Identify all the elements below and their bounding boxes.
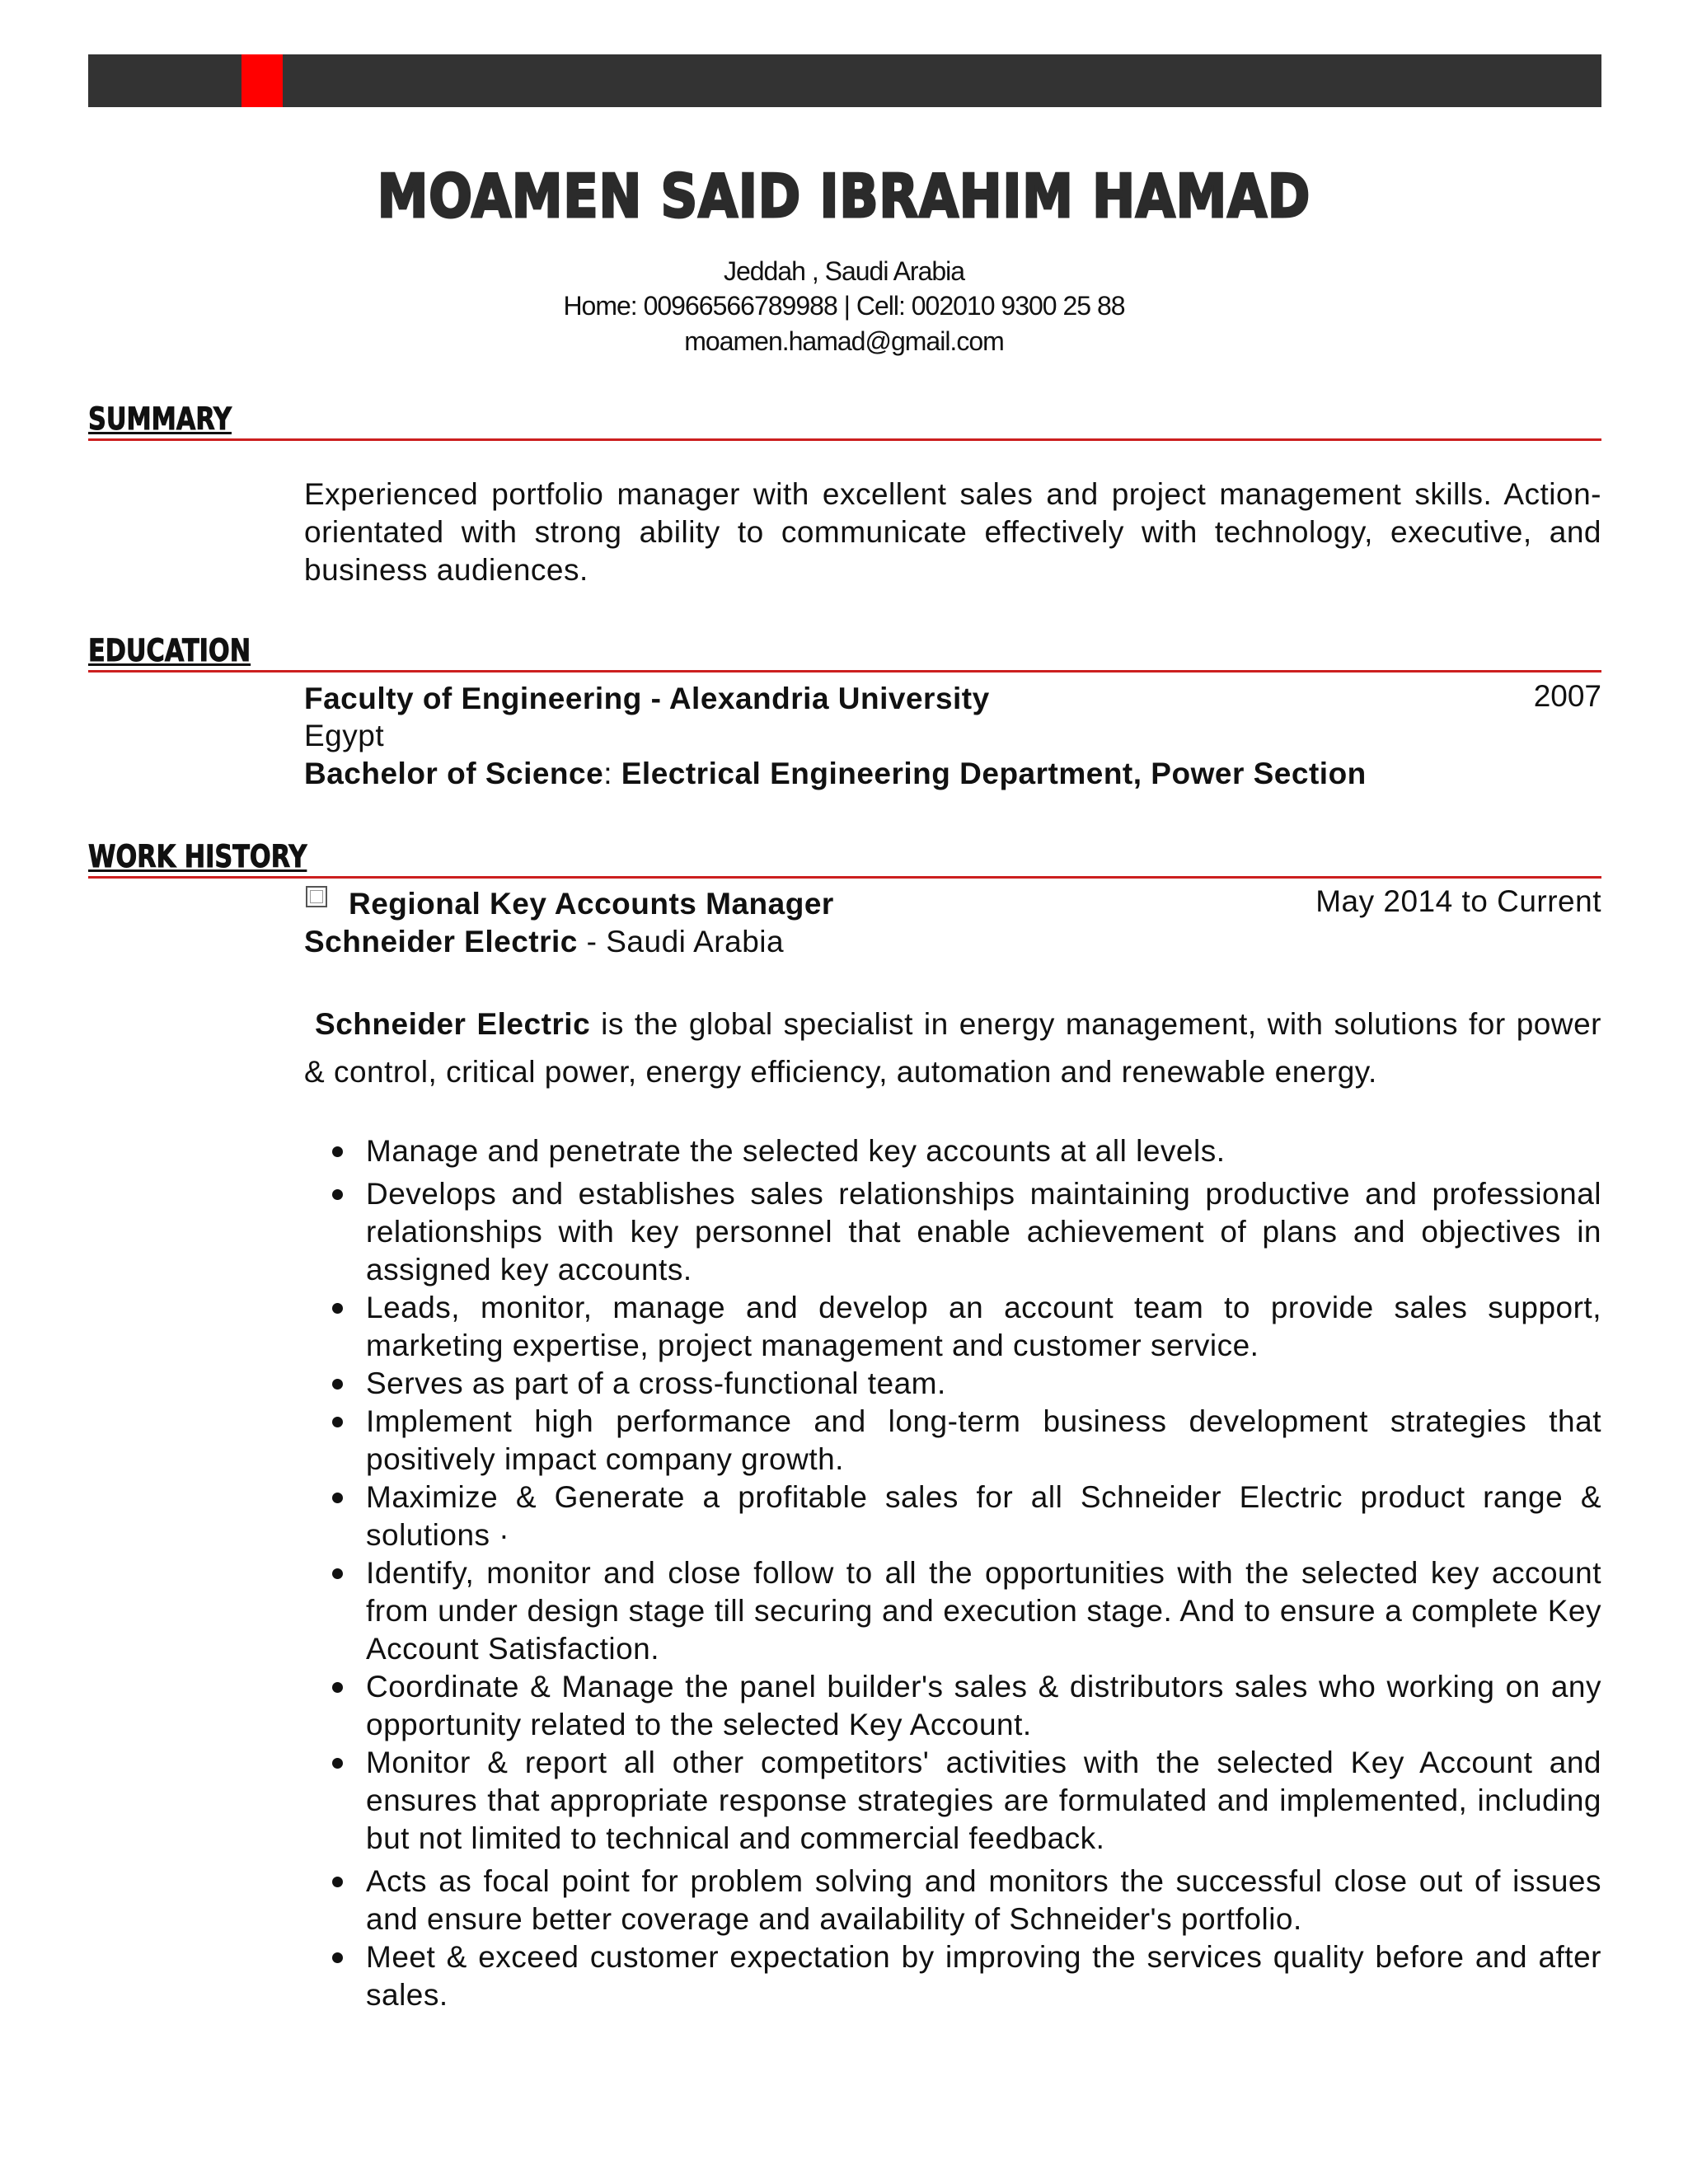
responsibilities-list [304, 1132, 1601, 2014]
contact-email: moamen.hamad@gmail.com [684, 326, 1004, 356]
job-company [304, 925, 784, 959]
company-name: Schneider Electric [304, 925, 578, 958]
education-school: Faculty of Engineering - Alexandria University [304, 682, 990, 715]
list-item: Manage and penetrate the selected key accounts at all levels. [304, 1132, 1601, 1170]
summary-text: Experienced portfolio manager with excellent sales and project management skills. Action-orientated with strong ability to communicate effectively with technology, executive, and business audiences. [304, 477, 1601, 587]
list-item: Meet & exceed customer expectation by improving the services quality before and after sales. [304, 1938, 1601, 2014]
company-description [304, 1001, 1601, 1096]
header-accent-block [241, 54, 283, 107]
list-item: Coordinate & Manage the panel builder's sales & distributors sales who working on any opportunity related to the selected Key Account. [304, 1668, 1601, 1744]
degree-field: Electrical Engineering Department, Power Section [621, 757, 1367, 790]
list-item: Maximize & Generate a profitable sales for all Schneider Electric product range & solutions · [304, 1479, 1601, 1554]
checkbox-icon [306, 886, 327, 907]
education-degree [304, 757, 1367, 791]
work-history-heading: WORK HISTORY [88, 839, 307, 874]
list-item: Monitor & report all other competitors' activities with the selected Key Account and ensures that appropriate response strategies are formulated and implemented, including but not limited to technical and commercial feedback. [304, 1744, 1601, 1858]
degree-separator: : [603, 757, 621, 790]
job-dates: May 2014 to Current [1315, 884, 1601, 918]
degree-label: Bachelor of Science [304, 757, 604, 790]
list-item: Develops and establishes sales relationships maintaining productive and professional relationships with key personnel that enable achievement of plans and objectives in assigned key accounts. [304, 1175, 1601, 1289]
work-history-rule [88, 876, 1601, 879]
description-company: Schneider Electric [315, 1007, 591, 1041]
list-item: Identify, monitor and close follow to all the opportunities with the selected key account from under design stage till securing and execution stage. And to ensure a complete Key Account Satisfaction. [304, 1554, 1601, 1668]
contact-phones: Home: 00966566789988 | Cell: 002010 9300 25 88 [563, 291, 1125, 321]
job-title: Regional Key Accounts Manager [349, 887, 834, 921]
education-heading: EDUCATION [88, 633, 251, 668]
description-text: is the global specialist in energy management, with solutions for power & control, critical power, energy efficiency, automation and renewable energy. [304, 1007, 1601, 1089]
education-rule [88, 670, 1601, 673]
candidate-name: MOAMEN SAID IBRAHIM HAMAD [377, 162, 1311, 231]
list-item: Leads, monitor, manage and develop an account team to provide sales support, marketing expertise, project management and customer service. [304, 1289, 1601, 1365]
education-year: 2007 [1533, 679, 1601, 713]
summary-heading: SUMMARY [88, 401, 232, 437]
education-country: Egypt [304, 719, 385, 752]
list-item: Implement high performance and long-term business development strategies that positively impact company growth. [304, 1403, 1601, 1479]
list-item: Acts as focal point for problem solving and monitors the successful close out of issues and ensure better coverage and availability of Schneider's portfolio. [304, 1863, 1601, 1938]
summary-rule [88, 438, 1601, 441]
header-bar [88, 54, 1601, 107]
company-location: - Saudi Arabia [577, 925, 785, 958]
list-item: Serves as part of a cross-functional team. [304, 1365, 1601, 1403]
contact-location: Jeddah , Saudi Arabia [723, 256, 965, 286]
